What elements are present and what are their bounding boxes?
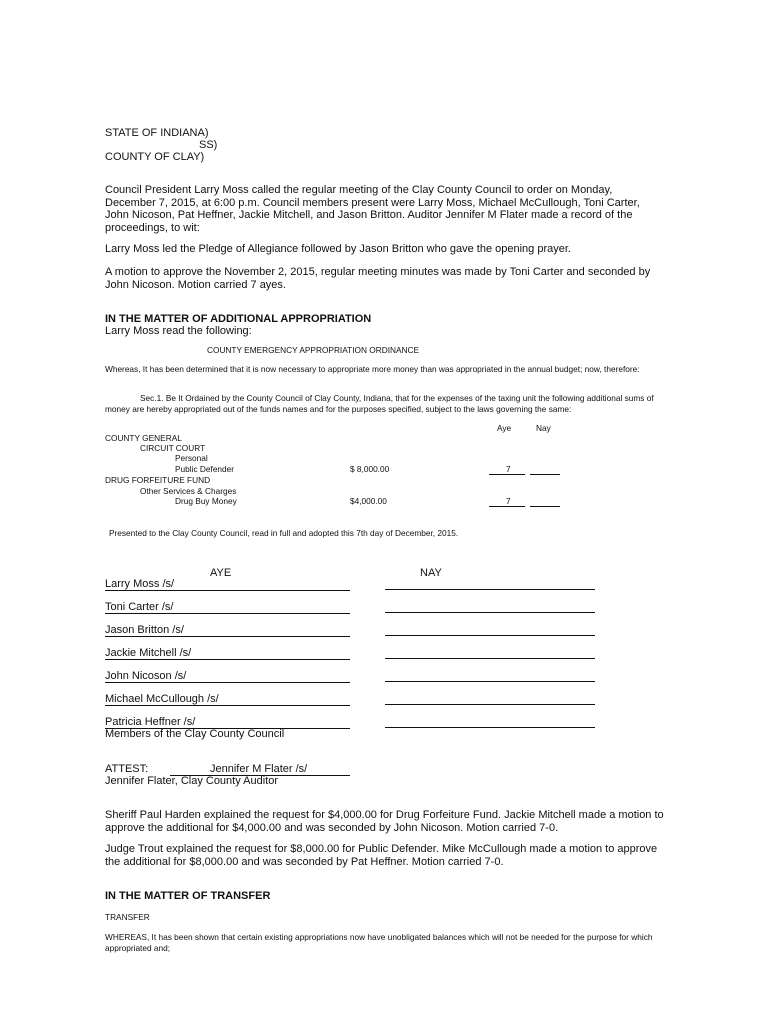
signature-name: John Nicoson /s/ [105,670,187,682]
nay-signature-line [385,681,595,682]
members-caption: Members of the Clay County Council [105,728,285,740]
aye-signature-line [105,659,350,660]
ss-line: SS) [199,139,218,151]
amount-drug-buy-money: $4,000.00 [350,496,387,506]
signature-name: Patricia Heffner /s/ [105,716,196,728]
nay-signature-line [385,727,595,728]
appropriation-heading: IN THE MATTER OF ADDITIONAL APPROPRIATION [105,313,372,325]
county-line: COUNTY OF CLAY) [105,151,205,163]
appropriation-read-line: Larry Moss read the following: [105,325,252,337]
nay-signatures-label: NAY [420,567,442,579]
judge-request-paragraph: Judge Trout explained the request for $8,000.00 for Public Defender. Mike McCullough made a motion to approve the additional for $8,000.00 and was seconded by Pat Heffner. Motion carried 7-0. [105,843,658,868]
nay-signature-line [385,658,595,659]
aye-signature-line [105,590,350,591]
nay-signature-line [385,704,595,705]
minutes-paragraph: A motion to approve the November 2, 2015, regular meeting minutes was made by Toni Carter and seconded by John Nicoson. Motion carried 7 ayes. [105,266,651,291]
aye-column-header: Aye [497,423,512,433]
ordinance-title: COUNTY EMERGENCY APPROPRIATION ORDINANCE [207,345,420,355]
aye-count-public-defender: 7 [506,464,511,474]
aye-signature-line [105,682,350,683]
item-public-defender: Public Defender [175,464,235,474]
nay-signature-line [385,589,595,590]
section-1-paragraph: Sec.1. Be It Ordained by the County Council of Clay County, Indiana, that for the expenses of the taxing unit the following additional sums of money are hereby appropriated out of the funds names and for the purposes specified, subject to the laws governing the same: [105,393,654,414]
sheriff-request-paragraph: Sheriff Paul Harden explained the request for $4,000.00 for Drug Forfeiture Fund. Jackie Mitchell made a motion to approve the additional for $4,000.00 and was seconded by John Nicoson. Motion carried 7-0. [105,809,664,834]
item-drug-buy-money: Drug Buy Money [175,496,237,506]
transfer-label: TRANSFER [105,912,150,922]
attest-label: ATTEST: [105,763,149,775]
presented-statement: Presented to the Clay County Council, read in full and adopted this 7th day of December, 2015. [109,528,459,538]
signature-name: Jackie Mitchell /s/ [105,647,192,659]
state-line: STATE OF INDIANA) [105,127,209,139]
signature-name: Toni Carter /s/ [105,601,174,613]
aye-count-drug-buy-money: 7 [506,496,511,506]
category-personal: Personal [175,453,208,463]
aye-signatures-label: AYE [210,567,232,579]
transfer-heading: IN THE MATTER OF TRANSFER [105,890,271,902]
fund-drug-forfeiture: DRUG FORFEITURE FUND [105,475,211,485]
nay-column-header: Nay [536,423,551,433]
signature-name: Michael McCullough /s/ [105,693,219,705]
fund-county-general: COUNTY GENERAL [105,433,182,443]
call-to-order-paragraph: Council President Larry Moss called the regular meeting of the Clay County Council to order on Monday, December 7, 2015, at 6:00 p.m. Council members present were Larry Moss, Michael McCullough, Toni Carter, John Nicoson, Pat Heffner, Jackie Mitchell, and Jason Britton. Auditor Jennifer M Flater made a record of the proceedings, to wit: [105,184,640,234]
nay-underline-public-defender [530,474,560,475]
aye-underline-public-defender [489,474,525,475]
nay-signature-line [385,635,595,636]
signature-name: Larry Moss /s/ [105,578,175,590]
nay-underline-drug-buy-money [530,506,560,507]
transfer-whereas-paragraph: WHEREAS, It has been shown that certain existing appropriations now have unobligated balances which will not be needed for the purpose for which appropriated and; [105,932,653,953]
whereas-paragraph: Whereas, It has been determined that it is now necessary to appropriate more money than was appropriated in the annual budget; now, therefore: [105,364,640,374]
category-other-services: Other Services & Charges [140,486,237,496]
signature-name: Jason Britton /s/ [105,624,184,636]
aye-signature-line [105,613,350,614]
auditor-caption: Jennifer Flater, Clay County Auditor [105,775,279,787]
aye-underline-drug-buy-money [489,506,525,507]
aye-signature-line [105,705,350,706]
attest-signature: Jennifer M Flater /s/ [210,763,308,775]
nay-signature-line [385,612,595,613]
dept-circuit-court: CIRCUIT COURT [140,443,206,453]
pledge-paragraph: Larry Moss led the Pledge of Allegiance followed by Jason Britton who gave the opening prayer. [105,243,571,255]
aye-signature-line [105,636,350,637]
amount-public-defender: $ 8,000.00 [350,464,390,474]
